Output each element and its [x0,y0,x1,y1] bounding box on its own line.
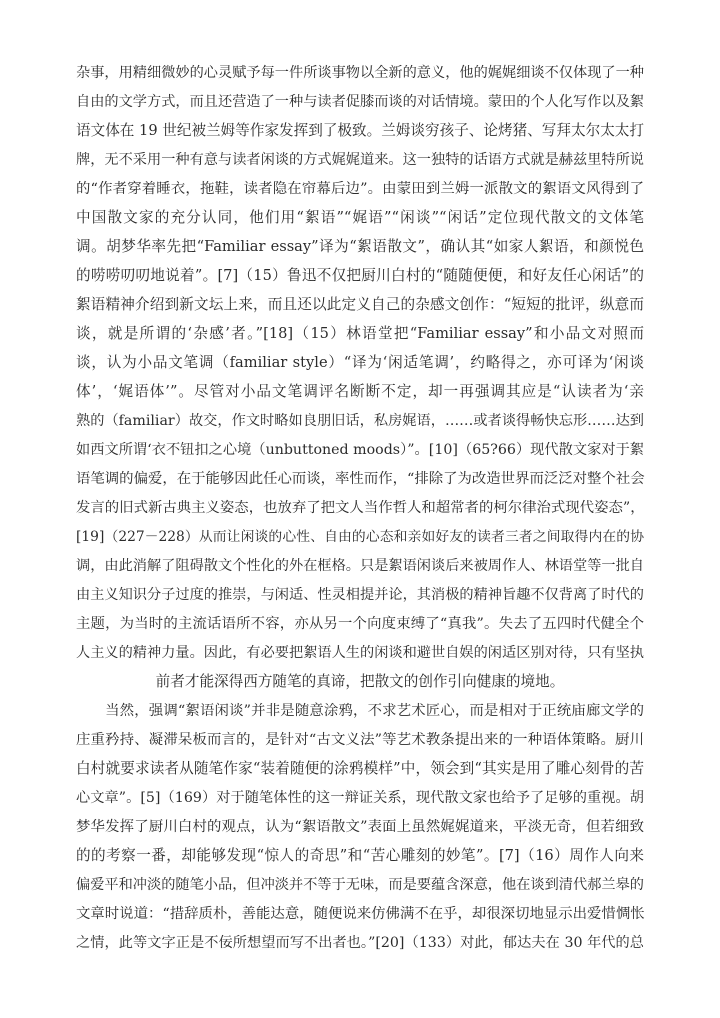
text-line: 中国散文家的充分认同，他们用“絮语”“娓语”“闲谈”“闲话”定位现代散文的文体笔 [76,209,644,226]
text-line: 主题，为当时的主流话语所不容，亦从另一个向度束缚了“真我”。失去了五四时代健全个 [76,616,644,632]
text-line: 谈，就是所谓的‘杂感’者。”[18]（15）林语堂把“Familiar essay”和小品文对照而 [76,325,644,342]
text-line: 调，由此消解了阻碍散文个性化的外在框格。只是絮语闲谈后来被周作人、林语堂等一批自 [76,558,644,574]
text-line: 发言的旧式新古典主义姿态，也放弃了把文人当作哲人和超常者的柯尔律治式现代姿态”， [76,500,645,516]
text-line: 牌，无不采用一种有意与读者闲谈的方式娓娓道来。这一独特的话语方式就是赫兹里特所说 [76,152,644,168]
text-line: 熟的（familiar）故交，作文时略如良朋旧话，私房娓语，……或者谈得畅快忘形……达到 [76,413,644,429]
text-line: 庄重矜持、凝滞呆板而言的，是针对“古文义法”等艺术教条提出来的一种语体策略。厨川 [76,732,644,748]
text-line: 体’，‘娓语体’”。尽管对小品文笔调评名断断不定，却一再强调其应是“认读者为‘亲 [76,383,644,400]
text-line: 语文体在 19 世纪被兰姆等作家发挥到了极致。兰姆谈穷孩子、论烤猪、写拜太尔太太打 [76,122,644,139]
text-line: 白村就要求读者从随笔作家“装着随便的涂鸦模样”中，领会到“其实是用了雕心刻骨的苦 [76,760,644,777]
text-line-paragraph-end: 前者才能深得西方随笔的真谛，把散文的创作引向健康的境地。 [155,673,565,690]
text-line: 絮语精神介绍到新文坛上来，而且还以此定义自己的杂感文创作：“短短的批评，纵意而 [76,296,644,313]
text-line: 杂事，用精细微妙的心灵赋予每一件所谈事物以全新的意义，他的娓娓细谈不仅体现了一种 [76,65,644,81]
text-line: 梦华发挥了厨川白村的观点，认为“絮语散文”表面上虽然娓娓道来，平淡无奇，但若细致 [76,819,644,835]
text-line: [19]（227－228）从而让闲谈的心性、自由的心态和亲如好友的读者三者之间取得内在的协 [76,529,644,545]
text-line: 之情，此等文字正是不佞所想望而写不出者也。”[20]（133）对此，郁达夫在 30 年代的总 [76,935,644,951]
text-line: 语笔调的偏爱，在于能够因此任心而谈，率性而作，“排除了为改造世界而泛泛对整个社会 [76,471,645,487]
text-line: 自由的文学方式，而且还营造了一种与读者促膝而谈的对话情境。蒙田的个人化写作以及絮 [76,94,644,110]
text-line: 文章时说道：“措辞质朴，善能达意，随便说来仿佛满不在乎，却很深切地显示出爱惜惆怅 [76,906,645,922]
text-line: 的“作者穿着睡衣，拖鞋，读者隐在帘幕后边”。由蒙田到兰姆一派散文的絮语文风得到了 [76,181,644,197]
text-line: 的唠唠叨叨地说着”。[7]（15）鲁迅不仅把厨川白村的“随随便便，和好友任心闲话”的 [76,267,644,284]
text-line: 心文章”。[5]（169）对于随笔体性的这一辩证关系，现代散文家也给予了足够的重视。胡 [76,790,644,806]
text-line: 偏爱平和冲淡的随笔小品，但冲淡并不等于无味，而是要蕴含深意，他在谈到清代郝兰皋的 [76,877,644,893]
text-line: 如西文所谓‘衣不钮扣之心境（unbuttoned moods）”。[10]（65?66）现代散文家对于絮 [76,442,644,458]
text-line: 调。胡梦华率先把“Familiar essay”译为“絮语散文”，确认其“如家人絮语，和颜悦色 [76,238,644,255]
text-line: 由主义知识分子过度的推崇，与闲适、性灵相提并论，其消极的精神旨趣不仅背离了时代的 [76,587,644,603]
text-line-paragraph-start: 当然，强调“絮语闲谈”并非是随意涂鸦，不求艺术匠心，而是相对于正统庙廊文学的 [76,703,644,719]
text-line: 谈，认为小品文笔调（familiar style）“译为‘闲适笔调’，约略得之，亦可译为‘闲谈 [76,354,644,371]
text-line: 人主义的精神力量。因此，有必要把絮语人生的闲谈和避世自娱的闲适区别对待，只有坚执 [76,645,644,661]
text-line: 的的考察一番，却能够发现“惊人的奇思”和“苦心雕刻的妙笔”。[7]（16）周作人向来 [76,847,644,864]
